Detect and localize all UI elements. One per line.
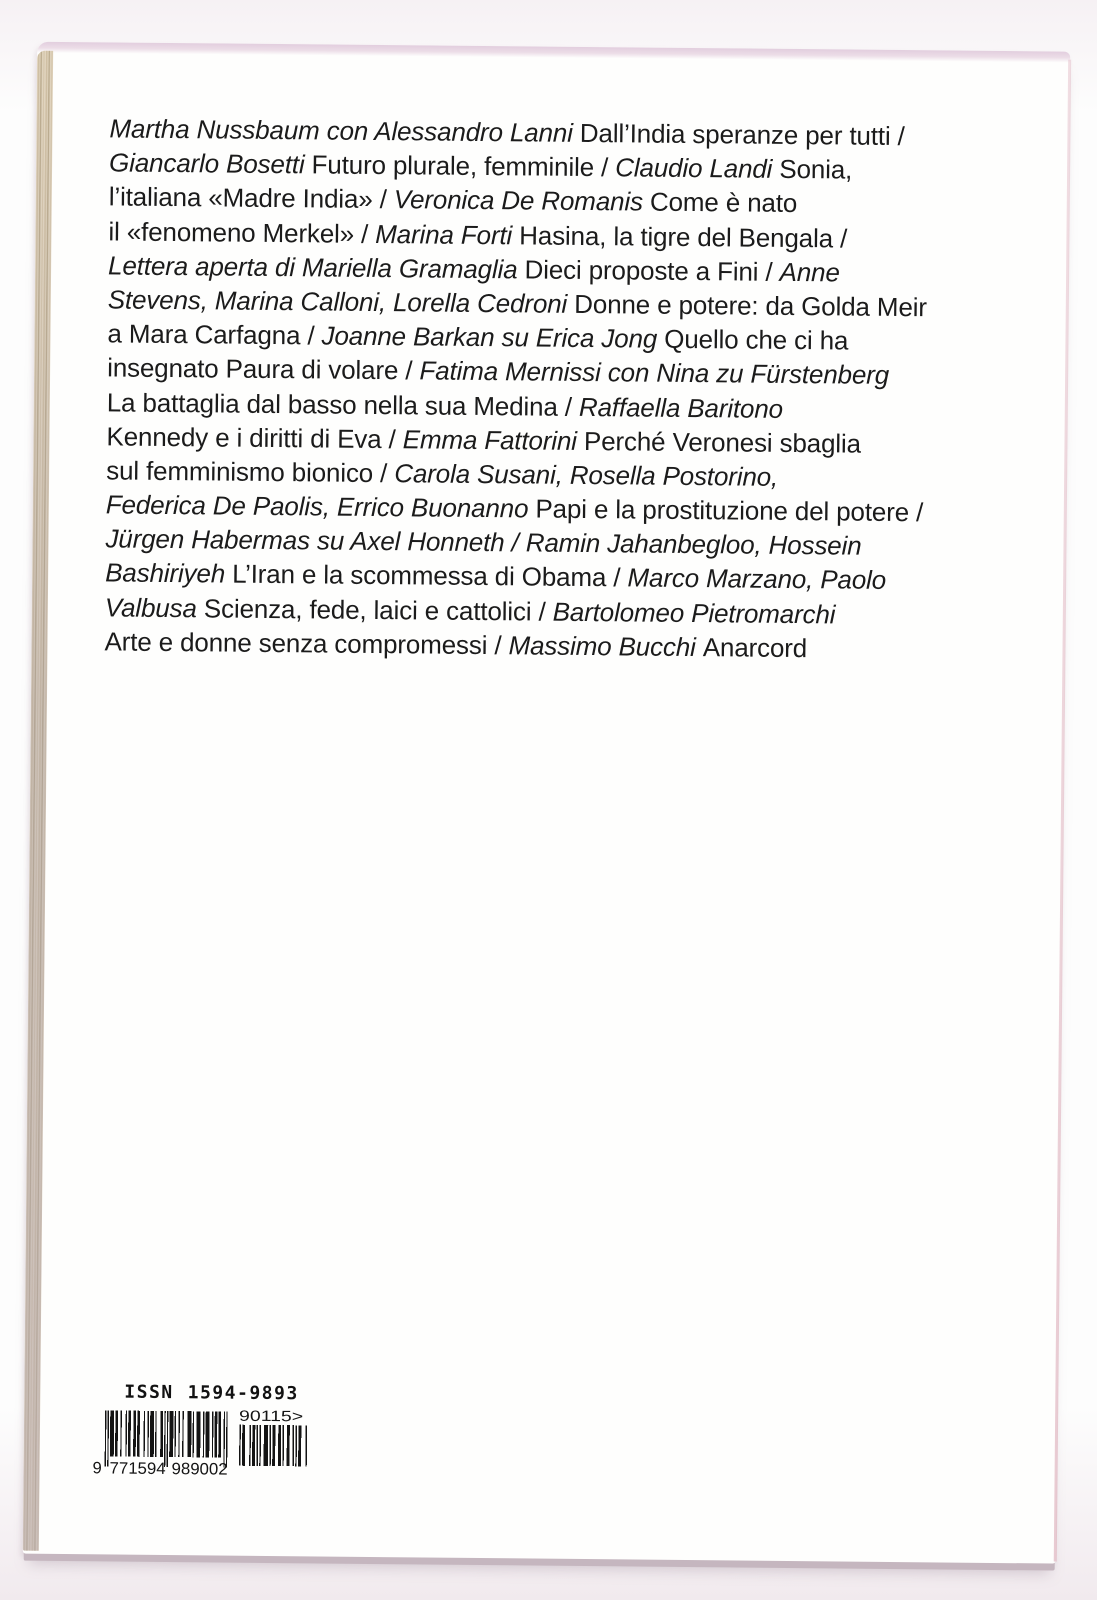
title-segment: Dieci proposte a Fini / [524, 254, 780, 287]
author-name-segment: Martha Nussbaum con Alessandro Lanni [109, 113, 581, 148]
title-segment: Arte e donne senza compromessi / [104, 626, 509, 661]
author-name-segment: Veronica De Romanis [393, 184, 651, 217]
author-name-segment: Emma Fattorini [402, 423, 585, 456]
text-line [104, 624, 923, 666]
issn-line [124, 1382, 299, 1405]
author-name-segment: Lettera aperta di Mariella Gramaglia [108, 250, 525, 285]
barcode-digits-group2: 989002 [171, 1460, 227, 1479]
barcode-addon-bars [239, 1425, 307, 1467]
title-segment: Come è nato [649, 186, 798, 219]
barcode-addon-digits: 90115> [239, 1407, 289, 1426]
title-segment: insegnato Paura di volare / [107, 352, 420, 386]
author-name-segment: Jürgen Habermas su Axel Honneth / Ramin Jahanbegloo, Hossein [105, 523, 862, 561]
barcode-digits-group1: 771594 [109, 1459, 165, 1479]
author-name-segment: Raffaella Baritono [578, 391, 784, 424]
author-name-segment: Carola Susani, Rosella Postorino, [394, 458, 779, 492]
author-name-segment: Marina Forti [375, 218, 520, 250]
title-segment: a Mara Carfagna / [107, 318, 322, 351]
title-segment: Anarcord [702, 631, 808, 663]
author-name-segment: Fatima Mernissi con Nina zu Fürstenberg [419, 355, 890, 391]
title-segment: Sonia, [779, 154, 853, 185]
author-name-segment: Marco Marzano, Paolo [627, 562, 887, 596]
title-segment: Futuro plurale, femminile / [311, 149, 616, 183]
title-segment: Hasina, la tigre del Bengala / [519, 219, 848, 254]
author-name-segment: Valbusa [104, 592, 205, 623]
issn-number: 1594-9893 [187, 1382, 299, 1405]
title-segment: sul femminismo bionico / [106, 455, 395, 489]
barcode-lead-digit: 9 [92, 1459, 102, 1478]
ean-barcode [91, 1406, 332, 1482]
author-name-segment: Bashiriyeh [105, 557, 233, 590]
title-segment: Papi e la prostituzione del potere / [535, 493, 924, 528]
cover-surface [39, 42, 1070, 1564]
author-name-segment: Massimo Bucchi [508, 630, 703, 662]
title-segment: Perché Veronesi sbaglia [583, 425, 862, 459]
author-name-segment: Bartolomeo Pietromarchi [552, 596, 836, 630]
contents-text-block [104, 111, 928, 666]
title-segment: La battaglia dal basso nella sua Medina / [106, 386, 580, 422]
title-segment: il «fenomeno Merkel» / [108, 215, 376, 249]
book-back-cover [23, 42, 1070, 1564]
issn-label: ISSN [124, 1381, 174, 1404]
author-name-segment: Anne [779, 256, 840, 288]
author-name-segment: Federica De Paolis, Errico Buonanno [105, 489, 536, 524]
author-name-segment: Stevens, Marina Calloni, Lorella Cedroni [107, 284, 575, 319]
author-name-segment: Giancarlo Bosetti [108, 147, 312, 180]
author-name-segment: Claudio Landi [615, 152, 780, 185]
title-segment: l’italiana «Madre India» / [108, 181, 394, 215]
title-segment: Dall’India speranze per tutti / [579, 117, 905, 152]
title-segment: Donne e potere: da Golda Meir [574, 288, 928, 323]
title-segment: Kennedy e i diritti di Eva / [106, 421, 403, 454]
title-segment: Quello che ci ha [664, 323, 849, 356]
title-segment: L’Iran e la scommessa di Obama / [232, 559, 628, 593]
title-segment: Scienza, fede, laici e cattolici / [203, 592, 553, 627]
author-name-segment: Joanne Barkan su Erica Jong [321, 320, 665, 354]
